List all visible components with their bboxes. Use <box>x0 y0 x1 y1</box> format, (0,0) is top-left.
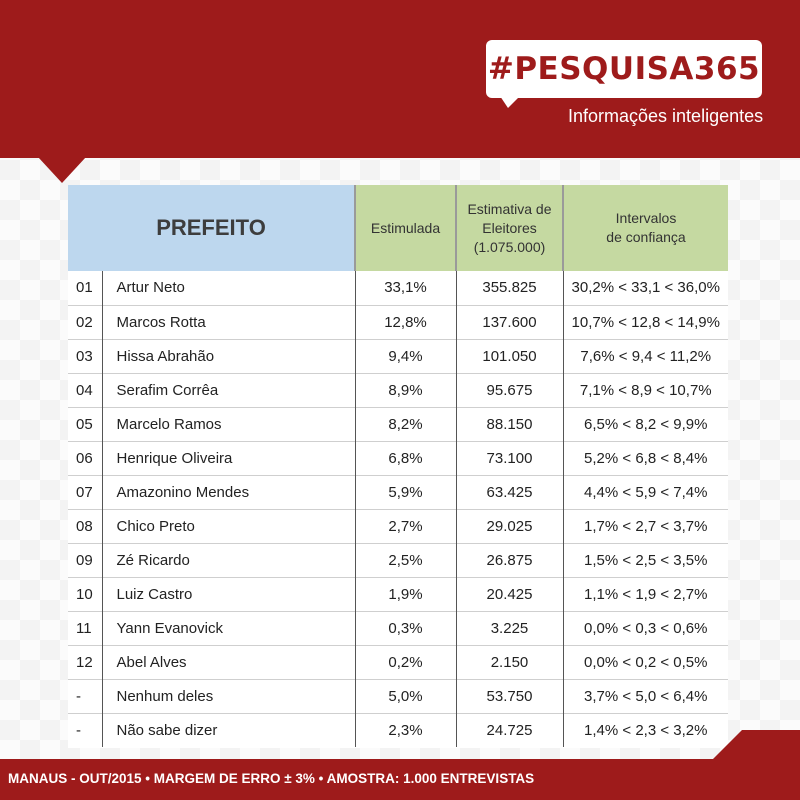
header-prefeito: PREFEITO <box>68 185 355 271</box>
row-number: 07 <box>68 475 102 509</box>
table-row <box>68 611 728 645</box>
estimulada-value: 0,3% <box>355 611 456 645</box>
eleitores-value: 137.600 <box>456 305 563 339</box>
brand-title: #PESQUISA365 <box>487 51 761 87</box>
table-row <box>68 475 728 509</box>
eleitores-value: 24.725 <box>456 713 563 747</box>
estimulada-value: 9,4% <box>355 339 456 373</box>
intervalo-value: 7,6% < 9,4 < 11,2% <box>563 339 728 373</box>
header-notch <box>38 157 86 183</box>
row-number: 09 <box>68 543 102 577</box>
eleitores-value: 20.425 <box>456 577 563 611</box>
candidate-name: Amazonino Mendes <box>116 483 250 501</box>
candidate-name: Abel Alves <box>116 653 187 671</box>
estimulada-value: 1,9% <box>355 577 456 611</box>
candidate-name: Artur Neto <box>116 279 185 297</box>
intervalo-value: 5,2% < 6,8 < 8,4% <box>563 441 728 475</box>
intervalo-value: 0,0% < 0,2 < 0,5% <box>563 645 728 679</box>
eleitores-value: 2.150 <box>456 645 563 679</box>
row-number: 08 <box>68 509 102 543</box>
brand-logo-box <box>486 40 762 98</box>
candidate-name: Marcos Rotta <box>116 313 206 331</box>
row-number: 10 <box>68 577 102 611</box>
header-estimativa-line1: Estimativa de <box>467 200 552 217</box>
intervalo-value: 3,7% < 5,0 < 6,4% <box>563 679 728 713</box>
candidate-name: Zé Ricardo <box>116 551 190 569</box>
header-estimulada: Estimulada <box>355 185 456 271</box>
table-row <box>68 407 728 441</box>
header-intervalos <box>563 185 728 271</box>
eleitores-value: 63.425 <box>456 475 563 509</box>
row-number: 01 <box>68 271 102 305</box>
header-intervalos-line2: de confiança <box>606 229 686 245</box>
eleitores-value: 26.875 <box>456 543 563 577</box>
table-row <box>68 543 728 577</box>
table-row <box>68 509 728 543</box>
estimulada-value: 33,1% <box>355 271 456 305</box>
row-number: 04 <box>68 373 102 407</box>
row-number: - <box>68 679 102 713</box>
row-number: 02 <box>68 305 102 339</box>
results-table <box>68 185 728 747</box>
intervalo-value: 6,5% < 8,2 < 9,9% <box>563 407 728 441</box>
eleitores-value: 101.050 <box>456 339 563 373</box>
candidate-name: Marcelo Ramos <box>116 415 222 433</box>
estimulada-value: 2,5% <box>355 543 456 577</box>
eleitores-value: 3.225 <box>456 611 563 645</box>
estimulada-value: 0,2% <box>355 645 456 679</box>
intervalo-value: 1,4% < 2,3 < 3,2% <box>563 713 728 747</box>
footer-raised-block <box>742 730 800 760</box>
estimulada-value: 5,0% <box>355 679 456 713</box>
row-number: 11 <box>68 611 102 645</box>
intervalo-value: 1,7% < 2,7 < 3,7% <box>563 509 728 543</box>
candidate-name: Yann Evanovick <box>116 619 223 637</box>
candidate-name: Chico Preto <box>116 517 195 535</box>
candidate-name: Nenhum deles <box>116 687 214 705</box>
estimulada-value: 8,2% <box>355 407 456 441</box>
candidate-name: Henrique Oliveira <box>116 449 233 467</box>
candidate-name: Hissa Abrahão <box>116 347 215 365</box>
intervalo-value: 1,1% < 1,9 < 2,7% <box>563 577 728 611</box>
estimulada-value: 12,8% <box>355 305 456 339</box>
header-estimativa-line3: (1.075.000) <box>473 238 546 255</box>
estimulada-value: 5,9% <box>355 475 456 509</box>
eleitores-value: 355.825 <box>456 271 563 305</box>
eleitores-value: 53.750 <box>456 679 563 713</box>
row-number: 05 <box>68 407 102 441</box>
intervalo-value: 10,7% < 12,8 < 14,9% <box>563 305 728 339</box>
table-row <box>68 271 728 305</box>
estimulada-value: 8,9% <box>355 373 456 407</box>
estimulada-value: 2,3% <box>355 713 456 747</box>
table-row <box>68 679 728 713</box>
footer-text: MANAUS - OUT/2015 • MARGEM DE ERRO ± 3% • AMOSTRA: 1.000 ENTREVISTAS <box>8 771 535 786</box>
intervalo-value: 4,4% < 5,9 < 7,4% <box>563 475 728 509</box>
eleitores-value: 88.150 <box>456 407 563 441</box>
table-row <box>68 373 728 407</box>
brand-subtitle: Informações inteligentes <box>568 106 764 126</box>
table-row <box>68 305 728 339</box>
estimulada-value: 6,8% <box>355 441 456 475</box>
table-row <box>68 713 728 747</box>
row-number: 06 <box>68 441 102 475</box>
table-row <box>68 441 728 475</box>
header-estimativa-line2: Eleitores <box>482 219 537 236</box>
estimulada-value: 2,7% <box>355 509 456 543</box>
intervalo-value: 7,1% < 8,9 < 10,7% <box>563 373 728 407</box>
intervalo-value: 1,5% < 2,5 < 3,5% <box>563 543 728 577</box>
table-header-row <box>68 185 728 271</box>
header-estimativa <box>456 185 563 271</box>
row-number: 03 <box>68 339 102 373</box>
header-intervalos-line1: Intervalos <box>615 210 677 226</box>
row-number: - <box>68 713 102 747</box>
speech-bubble-tail <box>500 96 520 108</box>
results-table-container <box>68 185 728 748</box>
intervalo-value: 30,2% < 33,1 < 36,0% <box>563 271 728 305</box>
intervalo-value: 0,0% < 0,3 < 0,6% <box>563 611 728 645</box>
candidate-name: Não sabe dizer <box>116 721 218 739</box>
footer-banner <box>0 759 800 800</box>
eleitores-value: 95.675 <box>456 373 563 407</box>
eleitores-value: 73.100 <box>456 441 563 475</box>
row-number: 12 <box>68 645 102 679</box>
table-row <box>68 645 728 679</box>
table-row <box>68 577 728 611</box>
table-row <box>68 339 728 373</box>
eleitores-value: 29.025 <box>456 509 563 543</box>
candidate-name: Serafim Corrêa <box>116 381 219 399</box>
candidate-name: Luiz Castro <box>116 585 193 603</box>
